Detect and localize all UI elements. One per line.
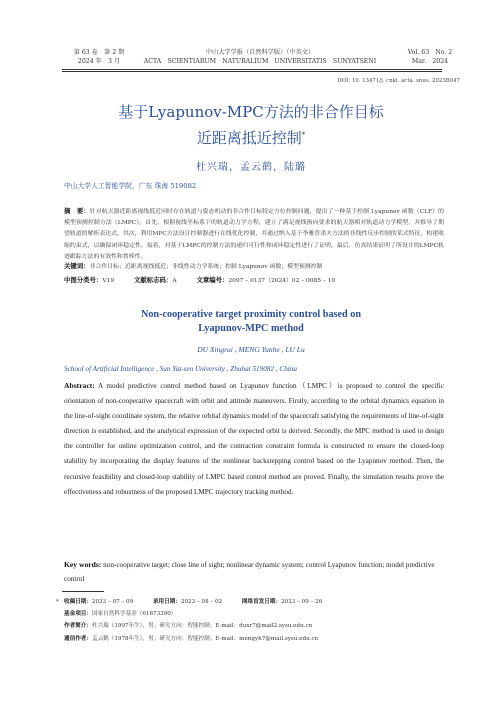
keywords-en [64,558,444,586]
classification-cn [64,275,444,284]
title-cn-line2 [0,125,502,148]
accepted-value: 2023 – 08 – 02 [180,599,223,605]
title-en-line2: Lyapunov-MPC method [198,323,304,334]
header-journal-cn: 中山大学学报（自然科学版）（中英文） [205,49,315,56]
author-value: 杜兴瑞（1997年生），男；研究方向：智能控制；E-mail：duxr7@mail2.sysu.edu.cn [91,623,313,630]
clc-value: V19 [102,278,115,284]
affiliation-en: School of Artificial Intelligence , Sun Yat-sen University , Zhuhai 519082 , China [64,365,297,373]
corresponding-label: 通信作者： [64,635,92,642]
footnote-rule [62,591,104,592]
header-rule-bottom [62,71,442,72]
header-volume: 第 63 卷 第 2 期 [73,49,125,56]
abstract-en-label: Abstract: [64,381,95,390]
article-no-label: 文章编号： [196,276,229,284]
abstract-en-text: A model predictive control method based on Lyapunov function（LMPC）is proposed to control the specific orientation of non-cooperative spacecraft with orbit and attitude maneuvers. Firstly, according to the orbital dynamics equation in the line-of-sight coordinate system, the relative orbital dynamics model of the spacecraft satisfying the requirements of line-of-sight direction is established, and the analytical expression of the expected orbit is derived. Secondly, the MPC method is used to design the controller for online optimization control, and the contraction constraint formula is constructed to ensure the closed-loop stability by incorporating the display features of the nonlinear backstepping control based on the Lyapunov method. Then, the recursive feasibility and closed-loop stability of LMPC based control method are proved. Finally, the simulation results prove the effectiveness and robustness of the proposed LMPC trajectory tracking method. [64,382,444,496]
header-month: Mar. 2024 [411,58,449,65]
abstract-en [64,378,444,500]
received-label: 收稿日期： [64,599,92,605]
keywords-cn-label: 关键词： [64,262,90,270]
header-vol-no: Vol. 63 No. 2 [407,49,453,56]
footnote-dates [64,596,454,608]
fund-label: 基金项目： [64,611,92,618]
authors-en: DU Xingrui , MENG Yunhe , LU Lu [197,345,305,354]
online-label: 网络首发日期： [241,599,282,605]
fund-value: 国家自然科学基金（61673390） [91,611,177,618]
doi: DOI: 10. 13471/j. cnki. acta. snus. 2023B047 [337,78,460,84]
abstract-cn-label: 摘 要： [64,207,90,215]
footnote-star: * [56,599,59,605]
article-no-value: 2097 – 0137（2024）02 – 0085 – 10 [228,278,336,284]
abstract-cn-text: 针对航天器近距离视线抵近同时存在轨道与姿态机动的非合作目标特定方位控制问题，提出了一种基于控制 Lyapunov 函数（CLF）的模型预测控制方法（LMPC）。首先，根据视线坐标系下的轨道动力学方程，建立了满足视线指向要求的航天器相对轨道动力学模型，并推导了期望轨道的解析表达式。其次，利用MPC方法设计控制器进行在线优化控制，并通过纳入基于李雅普诺夫方法的非线性反步控制的某式特征，构建收缩约束式，以确保闭环稳定性。接着，对基于LMPC的控制方法的递归可行性和闭环稳定性进行了证明。最后，仿真结果证明了所设计的LMPC轨迹跟踪方法的有效性和鲁棒性。 [64,209,445,260]
footnote-author [64,620,454,632]
keywords-en-text: non-cooperative target; close line of sight; nonlinear dynamic system; control Lyapunov function; model predictive control [64,561,435,583]
header-journal-en: ACTA SCIENTIARUM NATURALIUM UNIVERSITATIS SUNYATSENI [143,58,377,65]
abstract-cn [64,206,444,263]
title-cn-line2-text: 近距离抵近控制 [196,129,302,147]
title-cn-line1: 基于Lyapunov-MPC方法的非合作目标 [118,103,384,121]
clc-label: 中图分类号： [64,276,103,284]
title-footnote-mark: * [301,131,306,139]
header-volume-en [400,48,460,66]
affiliation-cn: 中山大学人工智能学院，广东 珠海 519082 [64,182,197,190]
footnote-fund [64,608,454,620]
doc-code-label: 文献标志码： [133,276,173,284]
keywords-cn [64,261,444,270]
keywords-cn-text: 非合作目标；近距离视线抵近；非线性动力学系统；控制 Lyapunov 函数；模型预测控制 [89,264,323,270]
header-volume-info [64,48,134,66]
header-rule-top [62,69,442,70]
header-journal [130,48,390,66]
online-value: 2023 – 09 – 26 [281,599,323,605]
received-value: 2023 – 07 – 09 [91,599,134,605]
authors-cn: 杜兴瑞，孟云鹤，陆璐 [196,162,306,173]
accepted-label: 录用日期： [152,599,181,605]
keywords-en-label: Key words: [64,560,102,569]
corresponding-value: 孟云鹤（1978年生），男；研究方向：智能控制；E-mail：mengyh7@mail.sysu.edu.cn [91,635,319,642]
doc-code-value: A [172,278,177,284]
author-label: 作者简介： [64,623,92,630]
title-en-line1: Non-cooperative target proximity control based on [140,309,362,320]
footnote-corresponding [64,633,454,645]
footnote [56,596,454,645]
header-date: 2024 年 3 月 [77,58,121,65]
